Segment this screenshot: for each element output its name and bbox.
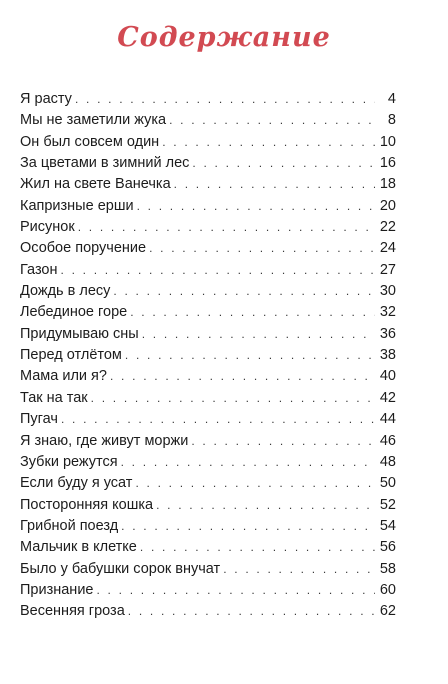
toc-entry-title: Капризные ерши: [20, 197, 134, 214]
dot-leader: [61, 409, 375, 430]
toc-entry-page: 38: [379, 347, 396, 364]
dot-leader: [223, 559, 375, 580]
toc-entry[interactable]: [20, 559, 396, 580]
toc-entry-page: 44: [379, 411, 396, 428]
toc-entry-title: Перед отлётом: [20, 347, 122, 364]
toc-entry[interactable]: [20, 473, 396, 494]
toc-entry-title: Зубки режутся: [20, 453, 118, 470]
toc-entry-title: За цветами в зимний лес: [20, 155, 190, 172]
toc-entry-title: Так на так: [20, 389, 88, 406]
dot-leader: [135, 473, 375, 494]
toc-entry-page: 42: [379, 389, 396, 406]
toc-entry-page: 4: [387, 91, 396, 107]
toc-entry-page: 10: [379, 133, 396, 150]
toc-entry-title: Я знаю, где живут моржи: [20, 432, 189, 449]
toc-entry[interactable]: [20, 324, 396, 345]
toc-entry-page: 24: [379, 240, 396, 257]
toc-entry-title: Дождь в лесу: [20, 283, 111, 300]
toc-entry-page: 22: [379, 219, 396, 236]
toc-entry[interactable]: [20, 132, 396, 153]
toc-entry-title: Признание: [20, 581, 94, 598]
toc-entry[interactable]: [20, 345, 396, 366]
toc-entry-page: 27: [379, 261, 396, 278]
dot-leader: [128, 601, 375, 622]
dot-leader: [169, 110, 375, 131]
toc-entry-page: 30: [379, 283, 396, 300]
toc-entry[interactable]: [20, 110, 396, 131]
dot-leader: [137, 196, 375, 217]
toc-entry-page: 62: [379, 603, 396, 620]
toc-entry[interactable]: [20, 452, 396, 473]
toc-entry[interactable]: [20, 196, 396, 217]
toc-entry-title: Посторонняя кошка: [20, 496, 154, 513]
dot-leader: [125, 345, 375, 366]
page-title: Содержание: [117, 22, 331, 53]
toc-entry-title: Если буду я усат: [20, 475, 133, 492]
dot-leader: [96, 580, 375, 601]
toc-entry[interactable]: [20, 495, 396, 516]
toc-entry[interactable]: [20, 153, 396, 174]
toc-entry-title: Лебединое горе: [20, 304, 128, 321]
toc-entry-title: Рисунок: [20, 219, 75, 236]
toc-entry-page: 52: [379, 496, 396, 513]
toc-entry-page: 18: [379, 176, 396, 193]
dot-leader: [162, 132, 375, 153]
toc-entry[interactable]: [20, 89, 396, 110]
toc-entry[interactable]: [20, 366, 396, 387]
toc-entry[interactable]: [20, 516, 396, 537]
toc-entry[interactable]: [20, 217, 396, 238]
dot-leader: [91, 388, 375, 409]
toc-entry-title: Весенняя гроза: [20, 603, 125, 620]
toc-entry[interactable]: [20, 238, 396, 259]
dot-leader: [78, 217, 375, 238]
toc-entry[interactable]: [20, 409, 396, 430]
toc-entry-title: Мальчик в клетке: [20, 539, 137, 556]
dot-leader: [174, 174, 375, 195]
dot-leader: [113, 281, 375, 302]
toc-entry[interactable]: [20, 281, 396, 302]
toc-entry-page: 50: [379, 475, 396, 492]
toc-entry-page: 54: [379, 517, 396, 534]
toc-entry-page: 16: [379, 155, 396, 172]
toc-entry-title: Пугач: [20, 411, 58, 428]
dot-leader: [140, 537, 375, 558]
dot-leader: [149, 238, 375, 259]
dot-leader: [191, 431, 375, 452]
toc-entry-title: Было у бабушки сорок внучат: [20, 560, 221, 577]
toc-entry-title: Он был совсем один: [20, 133, 160, 150]
toc-entry-title: Газон: [20, 261, 58, 278]
dot-leader: [130, 302, 375, 323]
toc-entry-page: 48: [379, 453, 396, 470]
toc-entry-title: Придумываю сны: [20, 325, 139, 342]
toc-entry-page: 36: [379, 325, 396, 342]
toc-entry-title: Грибной поезд: [20, 517, 119, 534]
toc-entry[interactable]: [20, 580, 396, 601]
dot-leader: [110, 366, 375, 387]
dot-leader: [142, 324, 375, 345]
toc-entry-page: 20: [379, 197, 396, 214]
dot-leader: [121, 516, 375, 537]
dot-leader: [156, 495, 375, 516]
toc-entry[interactable]: [20, 537, 396, 558]
toc-entry[interactable]: [20, 260, 396, 281]
dot-leader: [61, 260, 376, 281]
toc-entry[interactable]: [20, 431, 396, 452]
toc-entry-page: 60: [379, 581, 396, 598]
toc-entry-title: Жил на свете Ванечка: [20, 176, 171, 193]
toc-entry[interactable]: [20, 302, 396, 323]
toc-entry-page: 32: [379, 304, 396, 321]
toc-entry-page: 56: [379, 539, 396, 556]
dot-leader: [192, 153, 375, 174]
table-of-contents: [20, 89, 396, 623]
toc-entry-page: 58: [379, 560, 396, 577]
dot-leader: [121, 452, 375, 473]
toc-entry-title: Я расту: [20, 91, 72, 107]
toc-entry-page: 40: [379, 368, 396, 385]
toc-entry-title: Мы не заметили жука: [20, 112, 167, 129]
toc-entry-page: 8: [387, 112, 396, 129]
toc-entry[interactable]: [20, 174, 396, 195]
dot-leader: [75, 89, 375, 110]
toc-entry-title: Мама или я?: [20, 368, 107, 385]
toc-entry[interactable]: [20, 388, 396, 409]
toc-entry-title: Особое поручение: [20, 240, 147, 257]
toc-entry[interactable]: [20, 601, 396, 622]
toc-entry-page: 46: [379, 432, 396, 449]
